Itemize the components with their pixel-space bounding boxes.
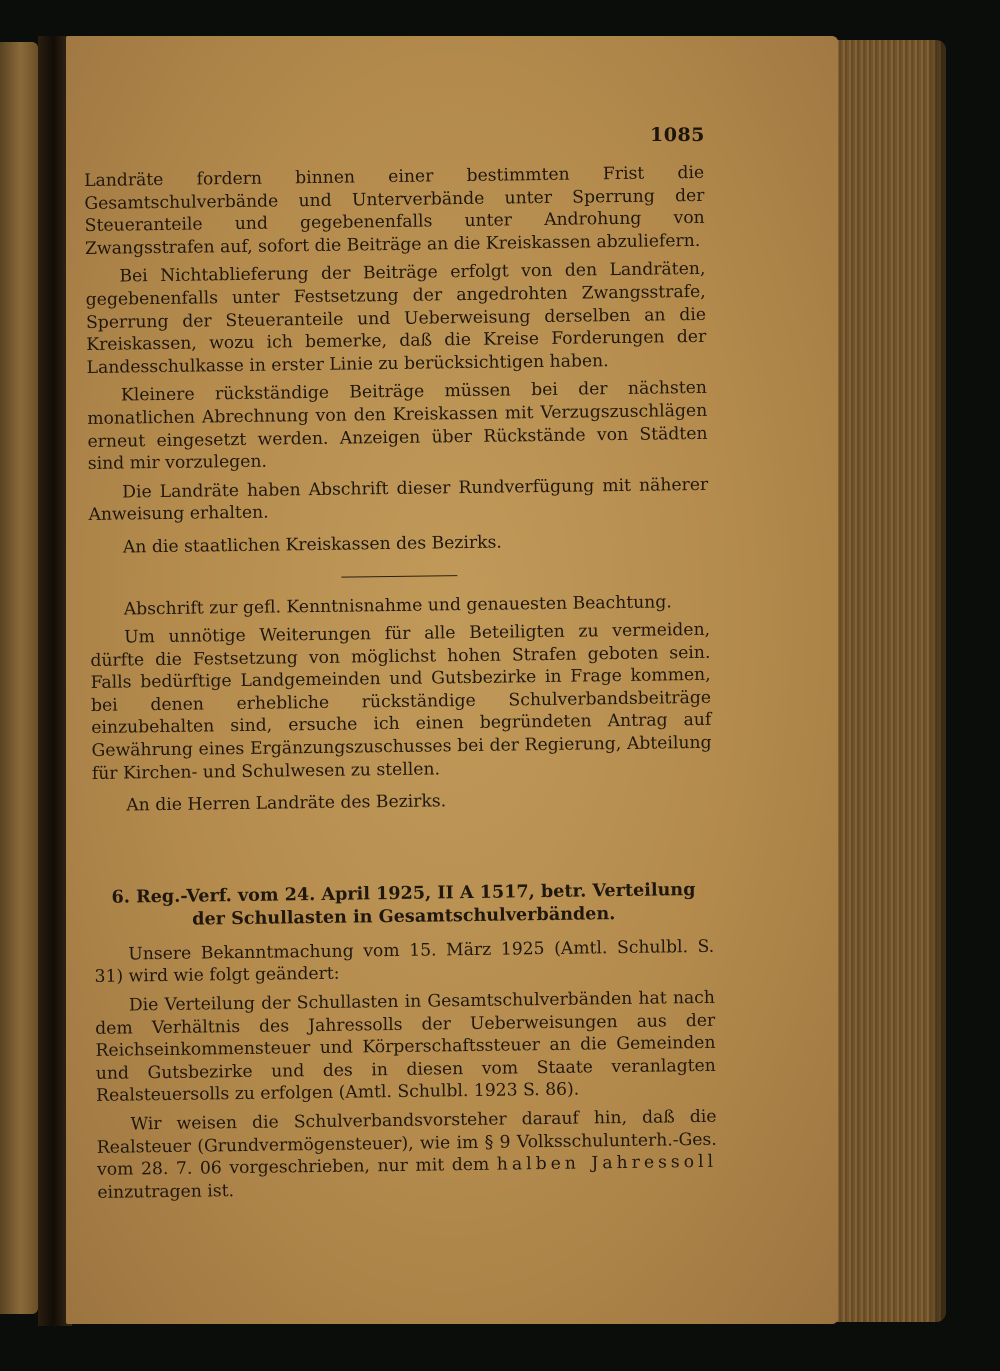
page-text	[84, 162, 718, 1210]
emphasized-text: halben Jahressoll	[496, 1151, 718, 1175]
paragraph: Bei Nichtablieferung der Beiträge erfolgt von den Landräten, gegebenenfalls unter Festsetzung der angedrohten Zwangsstrafe, Sperrung der Steueranteile und Ueberweisung derselben an die Kreiskassen, wozu ich bemerke, daß die Kreise Forderungen der Landesschulkasse in erster Linie zu berücksichtigen haben.	[85, 259, 707, 378]
paragraph: Kleinere rückständige Beiträge müssen bei der nächsten monatlichen Abrechnung von den Kreiskassen mit Verzugszuschlägen erneut eingesetzt werden. Anzeigen über Rückstände von Städten sind mir vorzulegen.	[87, 378, 708, 475]
paragraph	[96, 1106, 717, 1204]
address-line: An die Herren Landräte des Bezirks.	[126, 791, 447, 816]
paragraph-text: Wir weisen die Schulverbandsvorsteher darauf hin, daß die Realsteuer (Grundvermögensteuer), wie im § 9 Volksschulunterh.-Ges. vom 28. 7. 06 vorgeschrieben, nur mit dem	[96, 1106, 717, 1181]
paragraph: Landräte fordern binnen einer bestimmten Frist die Gesamtschulverbände und Unterverbände unter Sperrung der Steueranteile und gegebenenfalls unter Androhung von Zwangsstrafen auf, sofort die Beiträge an die Kreiskassen abzuliefern.	[84, 162, 705, 259]
paragraph: Die Landräte haben Abschrift dieser Rundverfügung mit näherer Anweisung erhalten.	[88, 474, 709, 526]
address-line: An die staatlichen Kreiskassen des Bezirks.	[122, 532, 502, 558]
section-heading: 6. Reg.-Verf. vom 24. April 1925, II A 1517, betr. Verteilung der Schullasten in Gesamtschulverbänden.	[111, 878, 696, 930]
page-number: 1085	[650, 124, 705, 146]
paragraph-text: einzutragen ist.	[97, 1180, 235, 1203]
paragraph: Um unnötige Weiterungen für alle Beteiligten zu vermeiden, dürfte die Festsetzung von möglichst hohen Strafen geboten sein. Falls bedürftige Landgemeinden und Gutsbezirke in Frage kommen, bei denen erhebliche rückständige Schulverbandsbeiträge einzubehalten sind, ersuche ich einen begründeten Antrag auf Gewährung eines Ergänzungszuschusses bei der Regierung, Abteilung für Kirchen- und Schulwesen zu stellen.	[90, 619, 712, 784]
paragraph: Abschrift zur gefl. Kenntnisnahme und genauesten Beachtung.	[123, 591, 672, 620]
paragraph: Die Verteilung der Schullasten in Gesamtschulverbänden hat nach dem Verhältnis des Jahressolls der Ueberweisungen aus der Reichseinkommensteuer und Körperschaftssteuer an die Gemeinden und Gutsbezirke und des in diesen vom Staate veranlagten Realsteuersolls zu erfolgen (Amtl. Schulbl. 1923 S. 86).	[95, 987, 716, 1107]
separator-rule	[341, 575, 457, 578]
paragraph: Unsere Bekanntmachung vom 15. März 1925 (Amtl. Schulbl. S. 31) wird wie folgt geändert:	[94, 936, 715, 988]
left-page-edge	[0, 42, 38, 1314]
